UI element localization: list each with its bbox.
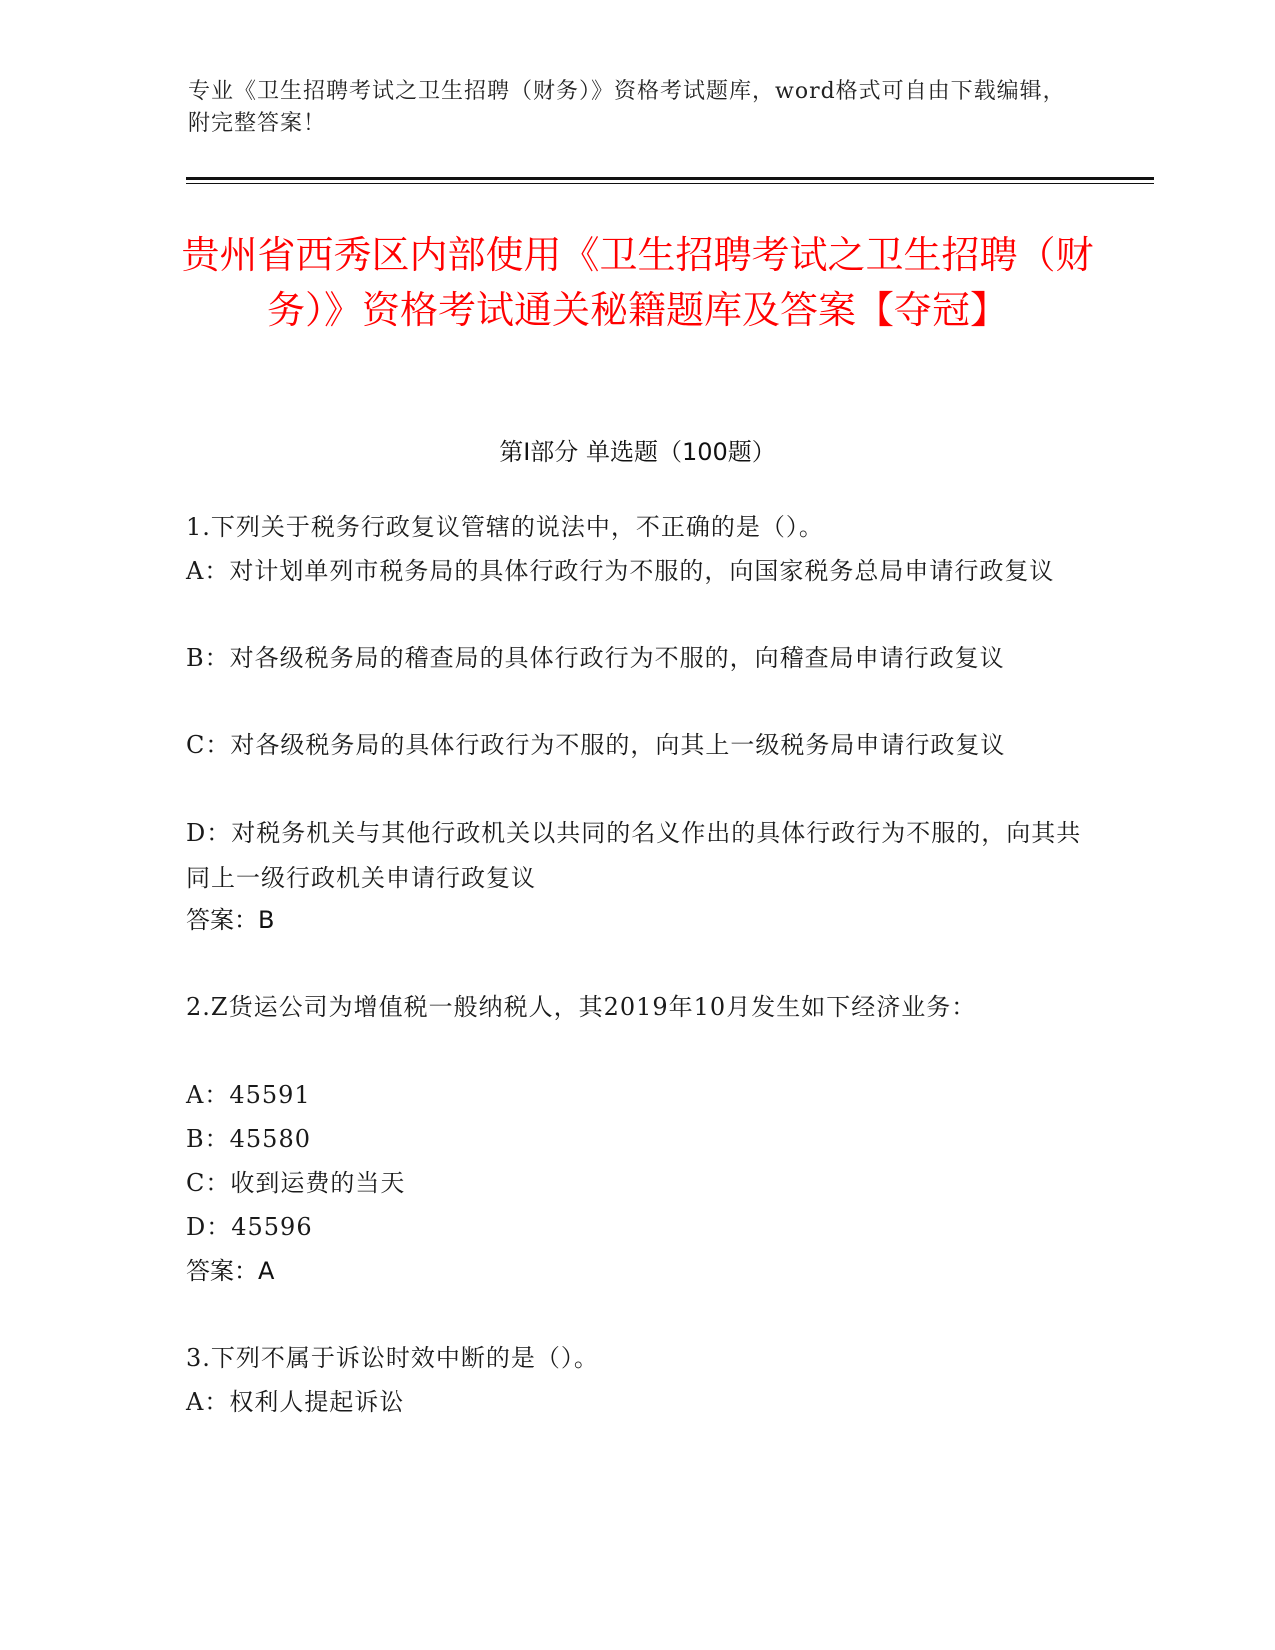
question-3-option-a: A：权利人提起诉讼 xyxy=(186,1388,405,1416)
question-2-option-b: B：45580 xyxy=(186,1125,311,1153)
question-1-option-a: A：对计划单列市税务局的具体行政行为不服的，向国家税务总局申请行政复议 xyxy=(186,557,1055,585)
question-1-option-c: C：对各级税务局的具体行政行为不服的，向其上一级税务局申请行政复议 xyxy=(186,731,1006,759)
header-rule-thick xyxy=(186,177,1154,180)
header-note: 专业《卫生招聘考试之卫生招聘（财务）》资格考试题库，word格式可自由下载编辑，附完整答案！ xyxy=(188,79,1066,136)
question-2-option-d: D：45596 xyxy=(186,1213,313,1241)
question-3-stem: 3.下列不属于诉讼时效中断的是（）。 xyxy=(186,1344,599,1372)
document-title: 贵州省西秀区内部使用《卫生招聘考试之卫生招聘（财务）》资格考试通关秘籍题库及答案【夺冠】 xyxy=(181,233,1094,332)
section-heading: 第Ⅰ部分 单选题（100题） xyxy=(499,438,776,466)
question-1-option-b: B：对各级税务局的稽查局的具体行政行为不服的，向稽查局申请行政复议 xyxy=(186,644,1005,672)
question-2-answer: 答案：A xyxy=(186,1257,275,1285)
question-1-option-d: D：对税务机关与其他行政机关以共同的名义作出的具体行政行为不服的，向其共同上一级行政机关申请行政复议 xyxy=(186,819,1082,892)
question-1-answer: 答案：B xyxy=(186,906,275,934)
question-2-option-a: A：45591 xyxy=(186,1081,311,1109)
header-rule-thin xyxy=(186,183,1154,184)
question-2-option-c: C：收到运费的当天 xyxy=(186,1169,406,1197)
question-1-stem: 1.下列关于税务行政复议管辖的说法中，不正确的是（）。 xyxy=(186,513,824,541)
question-2-stem: 2.Z货运公司为增值税一般纳税人，其2019年10月发生如下经济业务： xyxy=(186,993,977,1021)
